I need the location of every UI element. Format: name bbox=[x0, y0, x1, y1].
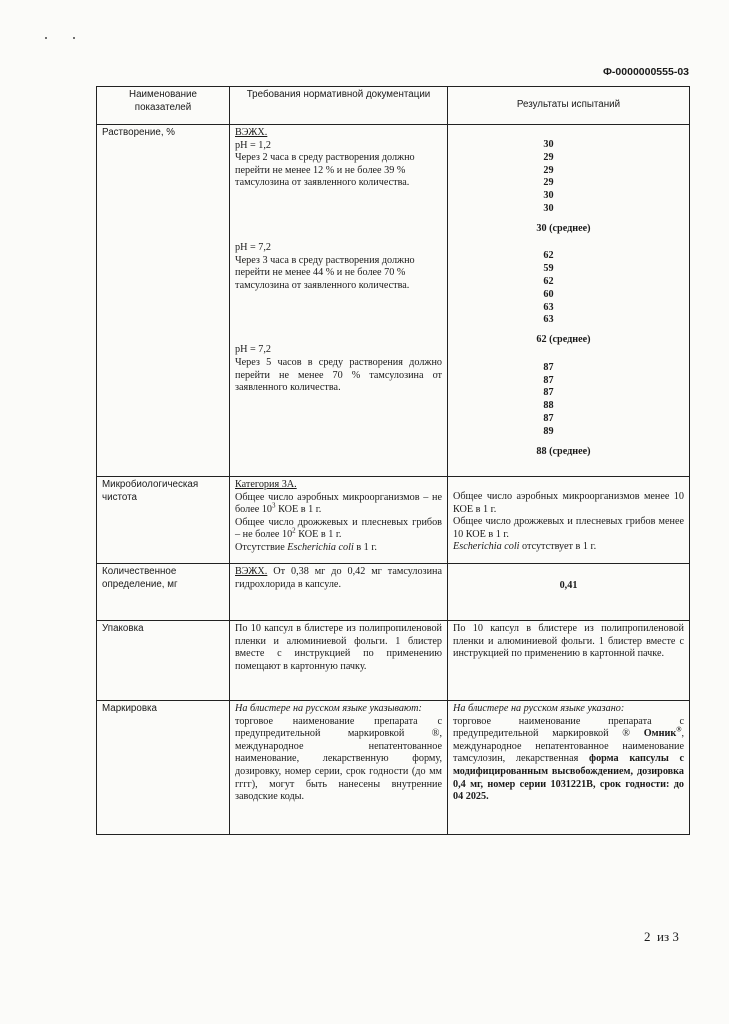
column-header-requirements: Требования нормативной документации bbox=[230, 87, 448, 125]
stage-2-ph: pH = 7,2 bbox=[235, 241, 272, 253]
micro-req-ecoli bbox=[235, 542, 442, 555]
indicator-assay: Количественное определение, мг bbox=[97, 564, 230, 621]
requirements-marking bbox=[230, 701, 448, 835]
results-dissolution bbox=[448, 125, 690, 477]
micro-res-aerobic: Общее число аэробных микроорганизмов менее 10 КОЕ в 1 г. bbox=[453, 491, 684, 515]
text: Общее число аэробных микроорганизмов – не более 10 bbox=[235, 491, 442, 516]
results-marking bbox=[448, 701, 690, 835]
requirements-assay bbox=[230, 564, 448, 621]
assay-result: 0,41 bbox=[559, 580, 578, 591]
table-header-row bbox=[97, 87, 690, 125]
bold-text: форма капсулы с модифицированным высвобождением, дозировка 0,4 мг, номер серии 1031221В, срок годности: до 04 2025. bbox=[453, 753, 684, 803]
text: отсутствует в 1 г. bbox=[519, 541, 597, 553]
method-hplc: ВЭЖХ. bbox=[235, 566, 268, 577]
stage-1-ph: pH = 1,2 bbox=[235, 139, 272, 151]
results-packaging: По 10 капсул в блистере из полипропиленовой пленки и алюминиевой фольги. 1 блистер вместе с инструкцией по применению в картонной пачке. bbox=[448, 621, 690, 701]
value: 29 bbox=[543, 151, 554, 163]
text: в 1 г. bbox=[353, 541, 377, 553]
table-row-marking bbox=[97, 701, 690, 835]
marking-req-text: торговое наименование препарата с предупредительной маркировкой ®, международное непатентованное наименование, лекарственную форму, дозировку, номер серии, срок годности (до мм гггг), могут быть нанесены внутренние заводские коды. bbox=[235, 715, 442, 803]
page-of: из bbox=[657, 929, 670, 944]
value: 87 bbox=[543, 374, 554, 386]
value: 88 bbox=[543, 400, 554, 412]
indicator-micro: Микробиологическая чистота bbox=[97, 477, 230, 564]
requirements-dissolution bbox=[230, 125, 448, 477]
stage-3-requirement: Через 5 часов в среду растворения должно перейти не менее 70 % тамсулозина от заявленного количества. bbox=[235, 356, 442, 394]
value: 87 bbox=[543, 361, 554, 373]
text: КОЕ в 1 г. bbox=[295, 529, 342, 541]
value: 62 bbox=[543, 275, 554, 287]
stage-1-requirement: Через 2 часа в среду растворения должно перейти не менее 12 % и не более 39 % тамсулозина от заявленного количества. bbox=[235, 152, 415, 189]
marking-res-text bbox=[453, 716, 684, 804]
value: 30 bbox=[543, 139, 554, 150]
value: 62 bbox=[543, 250, 554, 262]
stage-1-average: 30 (среднее) bbox=[536, 222, 591, 234]
test-results-table bbox=[96, 86, 690, 835]
indicator-dissolution: Растворение, % bbox=[97, 125, 230, 477]
text: Отсутствие bbox=[235, 541, 288, 553]
micro-req-yeast bbox=[235, 517, 442, 542]
exponent: 2 bbox=[292, 526, 296, 535]
page-number bbox=[644, 931, 679, 944]
value: 29 bbox=[543, 177, 554, 189]
micro-res-ecoli bbox=[453, 541, 684, 554]
micro-req-aerobic bbox=[235, 492, 442, 517]
exponent: 3 bbox=[272, 501, 276, 510]
value: 60 bbox=[543, 288, 554, 300]
text: , международное непатентованное наименование тамсулозин, лекарственная bbox=[453, 728, 684, 765]
value: 30 bbox=[543, 202, 554, 214]
indicator-packaging: Упаковка bbox=[97, 621, 230, 701]
text: КОЕ в 1 г. bbox=[275, 504, 322, 516]
stage-2-values bbox=[453, 250, 684, 327]
column-header-results: Результаты испытаний bbox=[448, 87, 690, 125]
assay-requirement: От 0,38 мг до 0,42 мг тамсулозина гидрохлорида в капсуле. bbox=[235, 566, 442, 590]
requirements-micro bbox=[230, 477, 448, 564]
text: торговое наименование препарата с предупредительной маркировкой ® bbox=[453, 715, 684, 740]
table-row-micro bbox=[97, 477, 690, 564]
marking-req-intro: На блистере на русском языке указывают: bbox=[235, 703, 422, 714]
method-hplc: ВЭЖХ. bbox=[235, 127, 268, 138]
value: 30 bbox=[543, 190, 554, 202]
table-row-packaging bbox=[97, 621, 690, 701]
stage-2-requirement: Через 3 часа в среду растворения должно перейти не менее 44 % и не более 70 % тамсулозина от заявленного количества. bbox=[235, 254, 415, 291]
value: 87 bbox=[543, 387, 554, 399]
value: 63 bbox=[543, 314, 554, 326]
requirements-packaging: По 10 капсул в блистере из полипропиленовой пленки и алюминиевой фольги. 1 блистер вместе с инструкцией по применению помещают в картонную пачку. bbox=[230, 621, 448, 701]
column-header-indicator: Наименование показателей bbox=[97, 87, 230, 125]
value: 89 bbox=[543, 425, 554, 437]
text: Общее число дрожжевых и плесневых грибов – не более 10 bbox=[235, 516, 442, 541]
stage-3-average: 88 (среднее) bbox=[536, 445, 591, 457]
table-row-assay bbox=[97, 564, 690, 621]
value: 87 bbox=[543, 412, 554, 424]
value: 29 bbox=[543, 164, 554, 176]
scan-speck bbox=[45, 37, 47, 39]
stage-2-average: 62 (среднее) bbox=[536, 334, 591, 346]
page-total: 3 bbox=[672, 929, 679, 944]
document-code: Ф-0000000555-03 bbox=[602, 66, 689, 78]
stage-1-values bbox=[453, 139, 684, 216]
trademark-sign: ® bbox=[676, 725, 682, 734]
stage-3-values bbox=[453, 362, 684, 439]
table-row-dissolution bbox=[97, 125, 690, 477]
brand-name: Омник bbox=[643, 728, 677, 740]
organism-name: Escherichia coli bbox=[287, 541, 354, 553]
organism-name: Escherichia coli bbox=[453, 541, 520, 553]
results-micro bbox=[448, 477, 690, 564]
stage-3-ph: pH = 7,2 bbox=[235, 344, 272, 356]
micro-res-yeast: Общее число дрожжевых и плесневых грибов менее 10 КОЕ в 1 г. bbox=[453, 516, 684, 540]
page-current: 2 bbox=[644, 929, 651, 944]
results-assay bbox=[448, 564, 690, 621]
micro-category: Категория 3А. bbox=[235, 479, 297, 490]
scan-speck bbox=[73, 37, 75, 39]
marking-res-intro: На блистере на русском языке указано: bbox=[453, 703, 625, 714]
indicator-marking: Маркировка bbox=[97, 701, 230, 835]
value: 63 bbox=[543, 301, 554, 313]
value: 59 bbox=[543, 263, 554, 275]
